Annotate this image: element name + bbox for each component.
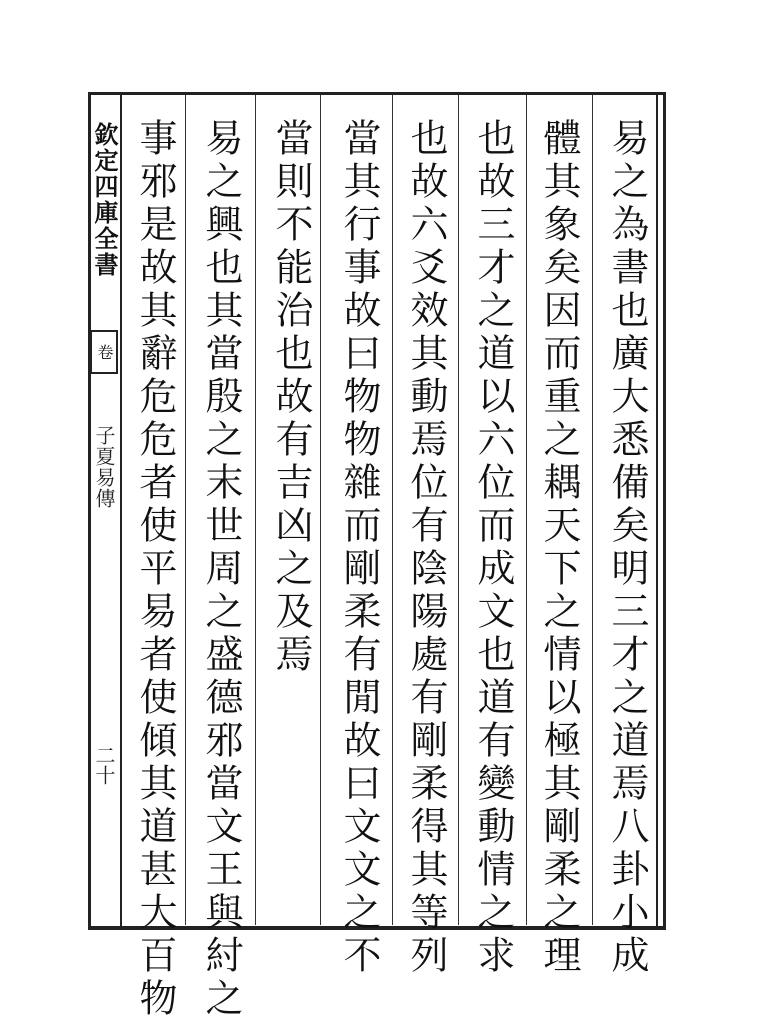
border-rule-right: [656, 92, 658, 930]
text-column-4: 也故六爻效其動焉位有陰陽處有剛柔得其等列: [404, 118, 448, 978]
column-rule: [255, 95, 256, 925]
text-column-8: 事邪是故其辭危危者使平易者使傾其道甚大百物: [133, 118, 177, 1021]
section-title: 子夏易傳: [92, 425, 116, 509]
margin-rule: [120, 92, 122, 930]
column-rule: [185, 95, 186, 925]
text-column-1: 易之為書也廣大悉備矣明三才之道焉八卦小成: [605, 118, 649, 978]
column-rule: [320, 95, 321, 925]
book-title: 欽定四庫全書: [90, 122, 119, 278]
text-column-3: 也故三才之道以六位而成文也道有變動情之求: [471, 118, 515, 978]
column-rule: [392, 95, 393, 925]
column-rule: [592, 95, 593, 925]
text-column-5: 當其行事故曰物物雜而剛柔有閒故曰文文之不: [337, 118, 381, 978]
juan-label: 卷: [90, 330, 118, 374]
column-rule: [526, 95, 527, 925]
text-column-2: 體其象矣因而重之耦天下之情以極其剛柔之理: [537, 118, 581, 978]
text-column-6: 當則不能治也故有吉凶之及焉: [269, 118, 313, 677]
folio-number: 二十: [92, 745, 116, 785]
column-rule: [458, 95, 459, 925]
text-column-7: 易之興也其當殷之末世周之盛德邪當文王與紂之: [199, 118, 243, 1021]
